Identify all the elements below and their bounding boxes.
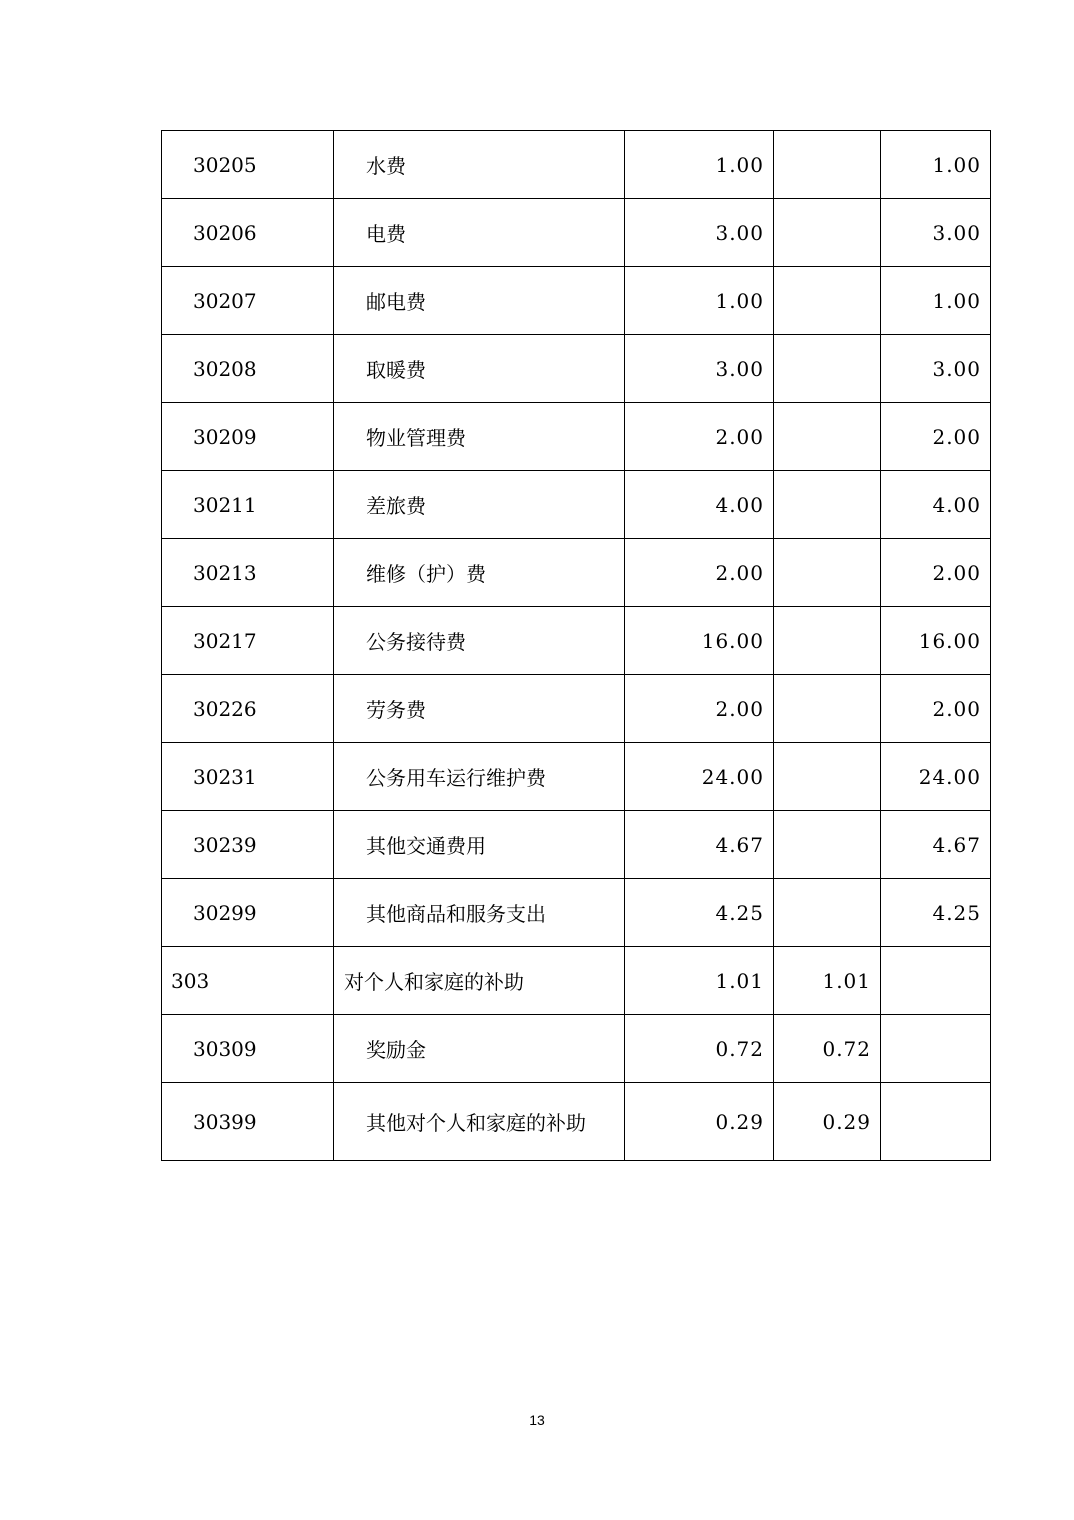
- account-name: 对个人和家庭的补助: [334, 947, 625, 1015]
- expenditure-table: [161, 130, 991, 1161]
- account-code: 30211: [162, 471, 334, 539]
- table-row: [162, 1083, 991, 1161]
- basic-amount: [774, 607, 881, 675]
- account-name: 公务用车运行维护费: [334, 743, 625, 811]
- table-row: [162, 199, 991, 267]
- basic-amount: [774, 131, 881, 199]
- total-amount: 24.00: [625, 743, 774, 811]
- table-row: [162, 403, 991, 471]
- total-amount: 1.01: [625, 947, 774, 1015]
- account-name: 其他商品和服务支出: [334, 879, 625, 947]
- account-name: 电费: [334, 199, 625, 267]
- account-code: 30226: [162, 675, 334, 743]
- total-amount: 0.29: [625, 1083, 774, 1161]
- table-row: [162, 471, 991, 539]
- account-name: 维修（护）费: [334, 539, 625, 607]
- account-name: 物业管理费: [334, 403, 625, 471]
- project-amount: 24.00: [881, 743, 991, 811]
- account-code: 30217: [162, 607, 334, 675]
- account-code: 303: [162, 947, 334, 1015]
- table-row: [162, 335, 991, 403]
- total-amount: 4.67: [625, 811, 774, 879]
- account-code: 30299: [162, 879, 334, 947]
- table-row: [162, 879, 991, 947]
- total-amount: 1.00: [625, 267, 774, 335]
- account-name: 取暖费: [334, 335, 625, 403]
- basic-amount: 0.29: [774, 1083, 881, 1161]
- total-amount: 3.00: [625, 335, 774, 403]
- account-name: 水费: [334, 131, 625, 199]
- project-amount: 3.00: [881, 199, 991, 267]
- project-amount: 2.00: [881, 403, 991, 471]
- total-amount: 2.00: [625, 403, 774, 471]
- account-name: 劳务费: [334, 675, 625, 743]
- account-name: 公务接待费: [334, 607, 625, 675]
- account-code: 30309: [162, 1015, 334, 1083]
- table-row: [162, 743, 991, 811]
- total-amount: 16.00: [625, 607, 774, 675]
- project-amount: 1.00: [881, 267, 991, 335]
- project-amount: [881, 947, 991, 1015]
- account-name: 其他对个人和家庭的补助: [334, 1083, 625, 1161]
- account-code: 30231: [162, 743, 334, 811]
- project-amount: 2.00: [881, 675, 991, 743]
- basic-amount: [774, 267, 881, 335]
- project-amount: 3.00: [881, 335, 991, 403]
- table-row: [162, 947, 991, 1015]
- basic-amount: [774, 471, 881, 539]
- basic-amount: [774, 743, 881, 811]
- budget-table-container: [161, 130, 990, 1161]
- account-code: 30208: [162, 335, 334, 403]
- table-row: [162, 131, 991, 199]
- basic-amount: [774, 539, 881, 607]
- table-row: [162, 811, 991, 879]
- total-amount: 3.00: [625, 199, 774, 267]
- project-amount: 4.67: [881, 811, 991, 879]
- basic-amount: [774, 675, 881, 743]
- project-amount: [881, 1015, 991, 1083]
- basic-amount: [774, 199, 881, 267]
- table-row: [162, 1015, 991, 1083]
- account-name: 邮电费: [334, 267, 625, 335]
- project-amount: 4.00: [881, 471, 991, 539]
- total-amount: 4.25: [625, 879, 774, 947]
- project-amount: 16.00: [881, 607, 991, 675]
- project-amount: 4.25: [881, 879, 991, 947]
- account-code: 30399: [162, 1083, 334, 1161]
- total-amount: 2.00: [625, 539, 774, 607]
- account-name: 差旅费: [334, 471, 625, 539]
- total-amount: 0.72: [625, 1015, 774, 1083]
- total-amount: 1.00: [625, 131, 774, 199]
- table-row: [162, 539, 991, 607]
- account-code: 30205: [162, 131, 334, 199]
- account-code: 30206: [162, 199, 334, 267]
- basic-amount: [774, 403, 881, 471]
- page-number: 13: [529, 1412, 545, 1428]
- account-code: 30213: [162, 539, 334, 607]
- account-code: 30207: [162, 267, 334, 335]
- account-code: 30239: [162, 811, 334, 879]
- basic-amount: [774, 811, 881, 879]
- basic-amount: [774, 879, 881, 947]
- project-amount: 2.00: [881, 539, 991, 607]
- project-amount: 1.00: [881, 131, 991, 199]
- basic-amount: 1.01: [774, 947, 881, 1015]
- total-amount: 2.00: [625, 675, 774, 743]
- account-name: 其他交通费用: [334, 811, 625, 879]
- table-row: [162, 267, 991, 335]
- account-code: 30209: [162, 403, 334, 471]
- table-row: [162, 607, 991, 675]
- account-name: 奖励金: [334, 1015, 625, 1083]
- total-amount: 4.00: [625, 471, 774, 539]
- project-amount: [881, 1083, 991, 1161]
- basic-amount: 0.72: [774, 1015, 881, 1083]
- table-row: [162, 675, 991, 743]
- basic-amount: [774, 335, 881, 403]
